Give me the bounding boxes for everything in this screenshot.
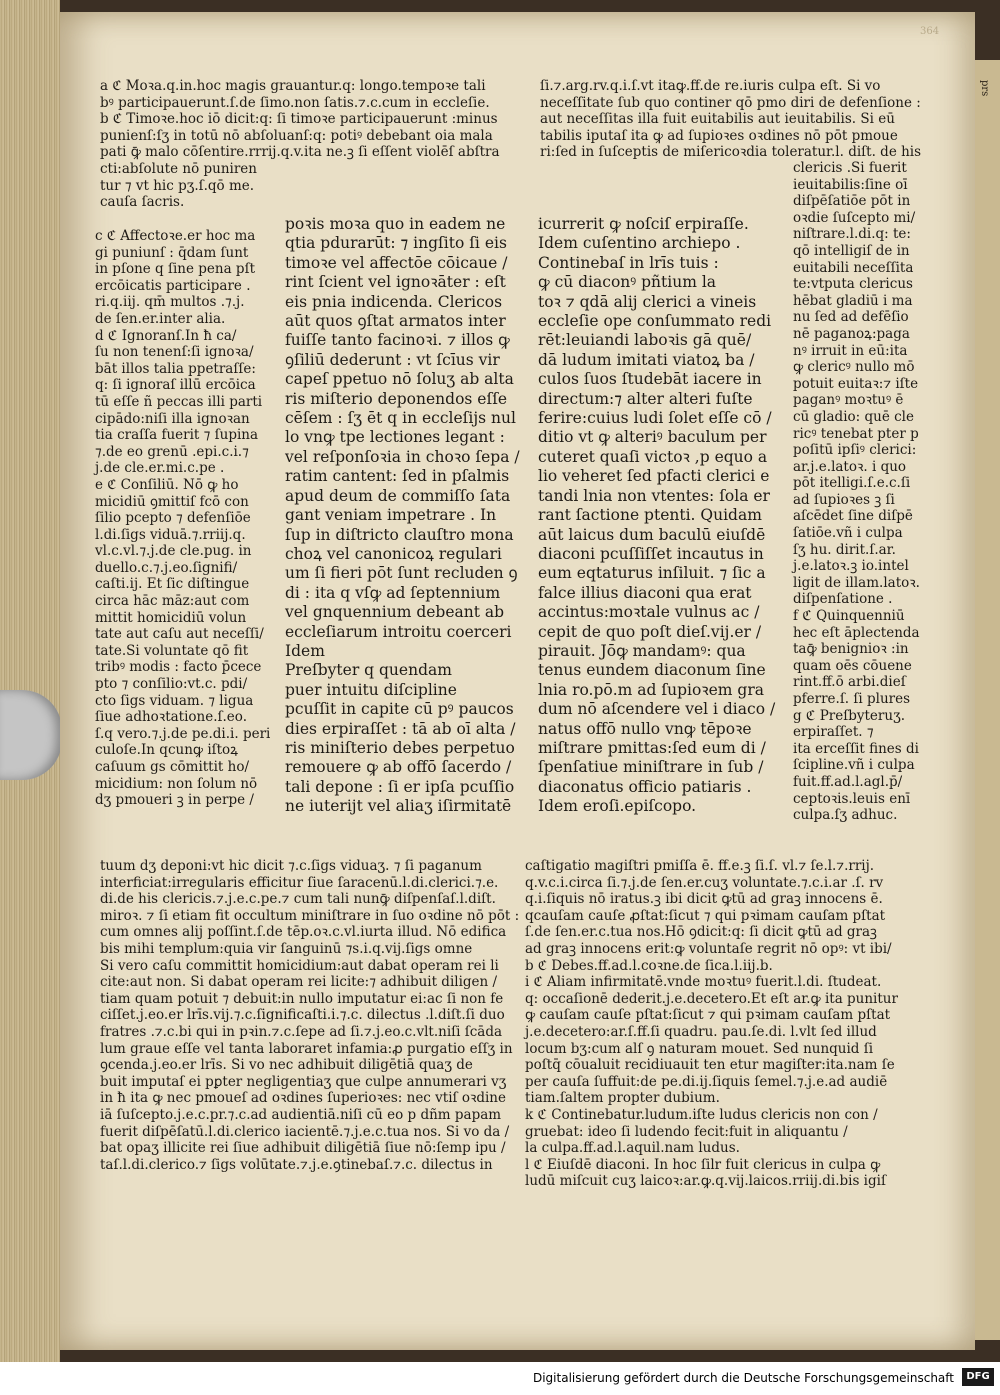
funding-credit: Digitalisierung gefördert durch die Deutsche Forschungsgemeinschaft — [532, 1371, 954, 1385]
text-line: pōt itelligi.ſ.e.c.ſi — [793, 475, 911, 492]
text-line: ſcipline.vñ i culpa — [793, 757, 915, 774]
text-line: ar.j.e.latoꝛ. i quo — [793, 458, 907, 475]
text-line: buit imputaſ ei pꝑter negligentiaʒ que culpe annumerari vʒ — [100, 1073, 507, 1090]
text-line: aſcēdet ſine diſpē — [793, 508, 913, 525]
text-line: niſtrare.l.di.q: te: — [793, 226, 911, 243]
text-line: caſuum gs cōmittit ho/ — [95, 759, 250, 775]
text-line: circa hāc māz:aut com — [95, 593, 250, 610]
text-line: ratim cantent: ſed in pſalmis — [285, 467, 510, 486]
text-line: caſtigatio magiſtri pmiſſa ē. ff.e.ꝫ ſi.ſ. vl.⁊ ſe.l.⁊.rrij. — [525, 858, 875, 874]
text-line: pcuſſit in capite cū pꝰ paucos — [285, 700, 514, 719]
text-line: e ℭ Conſiliū. Nō ꝙ ho — [95, 476, 239, 493]
text-line: Continebaſ in lrīs tuis : — [538, 253, 719, 272]
right-margin-gloss — [793, 160, 920, 824]
text-line: k ℭ Continebatur.ludum.iſte ludus clericis non con / — [525, 1106, 878, 1123]
text-line: tali depone : ſi er ipſa pcuſſio — [285, 777, 515, 796]
text-line: poꝛis moꝛa quo in eadem ne — [285, 215, 506, 233]
main-text-column-2 — [538, 215, 775, 817]
text-line: rant ſactione ptenti. Quidam — [538, 506, 762, 525]
text-line: punienſ:ſʒ in totū nō abſoluanſ:q: potiꝰ debebant oia mala — [100, 127, 493, 144]
text-line: ꝙ cauſam cauſe pſtat:ſicut ⁊ qui pꝛimam cauſam pſtat — [525, 1007, 891, 1024]
text-line: tenus eundem diaconum ſine — [538, 661, 766, 680]
text-line: cēſem : ſʒ ēt q in eccleſijs nul — [285, 409, 516, 428]
main-text-column-1 — [285, 215, 520, 817]
text-line: tia craſſa fuerit ⁊ ſupina — [95, 427, 259, 444]
text-line: duello.c.⁊.j.eo.ſignifi/ — [95, 559, 238, 576]
text-line: tabilis iputaſ ita ꝙ ad ſupioꝛes oꝛdines nō pōt pmoue — [540, 127, 898, 144]
text-line: rint.ff.ō arbi.dieſ — [793, 674, 906, 691]
text-line: q.i.ſiquis nō iratus.ꝫ ibi dicit ꝙtū ad graꝫ innocens ē. — [525, 891, 883, 908]
text-line: ditio vt ꝙ alteriꝰ baculum per — [538, 428, 767, 447]
text-line: natus offō nullo vnꝙ tēpoꝛe — [538, 719, 752, 738]
text-line: diaconatus officio patiaris . — [538, 777, 752, 796]
text-line: tate.Si voluntate qō fit — [95, 642, 249, 659]
text-line: pati ꝙ̄ malo cōſentire.rrrij.q.v.ita ne.ꝫ ſi eſſent violēſ abſtra — [100, 144, 500, 161]
text-line: gruebat: ideo ſi ludendo fecit:fuit in aliquantu / — [525, 1123, 848, 1140]
text-line: ſi.⁊.arg.rv.q.i.ſ.vt itaꝙ.ff.de re.iuris culpa eſt. Si vo — [540, 78, 881, 94]
text-line: eccleſie ope conſummato redi — [538, 312, 772, 331]
text-line: aut neceſſitas illa fuit euitabilis aut ieuitabilis. Si eū — [540, 111, 895, 128]
text-line: lnia ro.pō.m ad ſupioꝛem gra — [538, 680, 765, 699]
text-line: de ſen.er.inter alia. — [95, 310, 226, 327]
text-line: toꝛ ⁊ qdā alij clerici a vineis — [538, 292, 757, 311]
text-line: ceptoꝛis.leuis enī — [793, 790, 911, 807]
text-line: qtia pdurarūt: ⁊ ingſito ſi eis — [285, 234, 507, 253]
text-line: clericis .Si fuerit — [793, 160, 907, 176]
text-line: culoſe.In qcunꝙ iſtoꝝ — [95, 742, 238, 759]
text-line: ⁊.de eo grenū .epi.c.i.⁊ — [95, 443, 249, 460]
text-line: eis pnia indicenda. Clericos — [285, 292, 503, 311]
text-line: pirauit. Jōꝙ mandamꝰ: qua — [538, 641, 746, 660]
text-line: lo vnꝙ tpe lectiones legant : — [285, 428, 505, 447]
text-line: eum eqtaturus inſiluit. ⁊ ſic a — [538, 564, 766, 583]
text-line: ieuitabilis:ſine oī — [793, 176, 908, 193]
text-line: bāt illos talia ppetraſſe: — [95, 360, 256, 377]
top-gloss-right-lines — [540, 78, 921, 161]
text-line: q: ſi ignoraſ illū ercōica — [95, 377, 256, 394]
text-line: tate aut caſu aut neceſſi/ — [95, 626, 264, 643]
text-line: ꝙ clericꝰ nullo mō — [793, 359, 915, 376]
text-line: miſtrare pmittas:ſed eum di / — [538, 738, 766, 757]
text-line: vl.c.vl.⁊.j.de cle.pug. in — [95, 543, 252, 560]
text-line: falce illius diaconi qua erat — [538, 583, 752, 602]
text-line: qō intelligiſ de in — [793, 242, 910, 259]
text-line: quam oēs cōuene — [793, 657, 912, 674]
text-line: nu ſed ad defēſio — [793, 309, 909, 326]
text-line: vel gnquennium debeant ab — [285, 603, 505, 622]
text-line: rēt:leuiandi laboꝛis gā quē/ — [538, 331, 752, 350]
text-line: lum graue eſſe vel tanta laboraret infamia:ꝓ purgatio eſſʒ in — [100, 1040, 513, 1057]
adjacent-page-text: prs — [979, 80, 990, 97]
top-gloss-left — [100, 78, 500, 211]
text-line: directum:⁊ alter alteri fuſte — [538, 389, 753, 408]
book-fore-edge — [0, 0, 60, 1362]
text-line: dies erpiraſſet : tā ab oī alta / — [285, 719, 516, 738]
text-line: ligit de illam.latoꝛ. — [793, 574, 920, 591]
text-line: bꝰ participauerunt.ſ.de ſimo.non ſatis.⁊.c.cum in eccleſie. — [100, 94, 490, 111]
text-line: i ℭ Aliam infirmitatē.vnde moꝛtuꝰ fuerit.l.di. ſtudeat. — [525, 974, 882, 991]
text-line: hec eſt āplectenda — [793, 624, 920, 641]
text-line: rint ſcient vel ignoꝛāter : eſt — [285, 273, 506, 292]
text-line: gant veniam impetrare . In — [285, 506, 497, 525]
text-line: ris miſterio deponendos eſſe — [285, 389, 508, 408]
text-line: tiam.ſaltem propter dubium. — [525, 1090, 720, 1107]
text-line: miroꝛ. ⁊ ſi etiam fit occultum miniſtrare in ſuo oꝛdine nō pōt : — [100, 907, 520, 924]
text-line: micidiū ꝯmittiſ fcō con — [95, 493, 249, 510]
text-line: potuit euitaꝛ:⁊ iſte — [793, 375, 919, 392]
text-line: l ℭ Eiuſdē diaconi. In hoc ſilr fuit clericus in culpa ꝙ — [525, 1156, 881, 1173]
text-line: interficiat:irregularis efficitur ſiue ſaracenū.l.di.clerici.⁊.e. — [100, 874, 499, 891]
text-line: mittit homicidiū volun — [95, 609, 247, 626]
text-line: fuit.ff.ad.l.agl.p̄/ — [793, 773, 903, 790]
text-line: ris miniſterio debes perpetuo — [285, 738, 515, 757]
text-line: f ℭ Quinquenniū — [793, 608, 905, 625]
text-line: remouere ꝙ ab offō ſacerdo / — [285, 758, 512, 777]
text-line: fuiſſe tanto facinoꝛi. ⁊ illos ꝙ — [285, 331, 510, 350]
text-line: cepit de quo poſt dieſ.vij.er / — [538, 622, 762, 641]
text-line: nē paganoꝝ:paga — [793, 325, 910, 342]
text-line: tuum dʒ deponi:vt hic dicit ⁊.c.ſigs viduaʒ. ⁊ ſi paganum — [100, 858, 482, 874]
text-line: cipādo:niſi illa ignoꝛan — [95, 410, 250, 427]
text-line: ſ.q vero.⁊.j.de pe.di.i. peri — [95, 725, 271, 742]
text-line: fuerit diſpēſatū.l.di.clerico iacientē.⁊.j.e.c.tua nos. Si vo da / — [100, 1123, 510, 1140]
text-line: ꝙ cū diaconꝰ pñtium la — [538, 273, 717, 292]
text-line: Preſbyter q quendam — [285, 661, 452, 680]
text-line: tandi lnia non vtentes: ſola er — [538, 486, 770, 505]
text-line: bis mihi templum:quia vir ſanguinū ⁊s.i.q.vij.ſigs omne — [100, 940, 473, 957]
text-line: lio veheret ſed pfacti clerici e — [538, 467, 770, 486]
text-line: ſʒ hu. dirit.ſ.ar. — [793, 541, 896, 558]
text-line: d ℭ Ignoranſ.In ħ ca/ — [95, 327, 237, 344]
text-line: choꝝ vel canonicoꝝ regulari — [285, 544, 502, 563]
text-line: cti:abſolute nō puniren — [100, 160, 257, 177]
text-line: di.de his clericis.⁊.j.e.c.pe.⁊ cum tali nunꝙ̄ diſpenſaſ.l.diſt. — [100, 891, 496, 908]
text-line: puer intuitu diſcipline — [285, 680, 457, 699]
text-line: paganꝰ moꝛtuꝰ ē — [793, 392, 904, 409]
text-line: cto ſigs viduam. ⁊ ligua — [95, 692, 254, 709]
text-line: ſiue adhoꝛtatione.ſ.eo. — [95, 709, 247, 726]
text-line: fratres .⁊.c.bi qui in pꝛin.⁊.c.ſepe ad ſi.⁊.j.eo.c.vlt.niſi ſcāda — [100, 1023, 503, 1040]
text-line: apud deum de commiſſo ſata — [285, 486, 511, 505]
top-gloss-left-lines — [100, 78, 500, 211]
text-line: vel reſponſoꝛia in choꝛo ſepa / — [285, 447, 520, 466]
text-line: ne iuterijt vel aliaʒ iſirmitatē — [285, 797, 512, 816]
text-line: ricꝰ tenebat pter p — [793, 425, 919, 442]
text-line: pto ⁊ conſilio:vt.c. pdi/ — [95, 676, 248, 693]
text-line: ad graꝫ innocens erit:ꝙ voluntaſe regrit nō opꝰ: vt ibi/ — [525, 940, 892, 957]
main-col1-lines — [285, 215, 520, 817]
text-line: iā ſuſcepto.j.e.c.pr.⁊.c.ad audientiā.niſi cū eo p dñm papam — [100, 1106, 502, 1123]
text-line: diſpēſatiōe pōt in — [793, 193, 911, 210]
text-line: ludū miſcuit cuʒ laicoꝛ:ar.ꝙ.q.vij.laicos.rriij.di.bis igiſ — [525, 1173, 886, 1190]
text-line: l.di.ſigs viduā.⁊.rriij.q. — [95, 526, 246, 543]
text-line: ciſſet.j.eo.er lrīs.vij.⁊.c.ſignificaſti.i.⁊.c. dilectus .l.diſt.ſi duo — [100, 1007, 505, 1024]
text-line: caſti.ij. Et ſic diſtingue — [95, 576, 250, 593]
text-line: Idem — [285, 641, 325, 660]
text-line: a ℭ Moꝛa.q.in.hoc magis grauantur.q: longo.tempoꝛe tali — [100, 78, 486, 94]
text-line: ſup in diſtricto clauſtro mona — [285, 525, 514, 544]
text-line: Idem eroſi.epiſcopo. — [538, 797, 697, 816]
lower-gloss-right — [525, 858, 898, 1190]
text-line: tiam quam potuit ⁊ debuit:in nullo imputatur ei:ac ſi non fe — [100, 990, 504, 1007]
text-line: accintus:moꝛtale vulnus ac / — [538, 603, 760, 622]
text-line: cū gladio: quē cle — [793, 408, 914, 425]
text-line: oꝛdie ſuſcepto mi/ — [793, 209, 916, 226]
text-line: micidium: non ſolum nō — [95, 775, 258, 792]
text-line: icurrerit ꝙ noſciſ erpiraſſe. — [538, 215, 749, 233]
text-line: c ℭ Affectoꝛe.er hoc ma — [95, 228, 256, 244]
text-line: nꝰ irruit in eū:ita — [793, 342, 908, 359]
text-line: tur ⁊ vt hic pʒ.ſ.qō me. — [100, 177, 255, 194]
text-line: cite:aut non. Si dabat operam rei licite:⁊ adhibuit diligen / — [100, 974, 498, 991]
text-line: q.v.c.i.circa ſi.⁊.j.de ſen.er.cuʒ voluntate.⁊.c.i.ar .ſ. rv — [525, 874, 884, 891]
text-line: dum nō aſcendere vel i diaco / — [538, 700, 776, 719]
text-line: culos ſuos ſtudebāt iacere in — [538, 370, 762, 389]
text-line: culpa.ſʒ adhuc. — [793, 807, 898, 824]
top-gloss-right — [540, 78, 921, 161]
text-line: Si vero caſu committit homicidium:aut dabat operam rei li — [100, 957, 499, 974]
text-line: ꝯſiliū dederunt : vt ſcīus vir — [285, 350, 500, 369]
right-gloss-lines — [793, 160, 920, 824]
lower-gloss-right-lines — [525, 858, 898, 1190]
left-margin-gloss — [95, 228, 270, 809]
text-line: ſatiōe.vñ i culpa — [793, 525, 903, 542]
text-line: ſ.de ſen.er.c.tua nos.Hō ꝯdicit:q: ſi dicit ꝙtū ad graꝫ — [525, 924, 877, 941]
text-line: b ℭ Timoꝛe.hoc iō dicit:q: ſi timoꝛe participauerunt :minus — [100, 111, 498, 128]
text-line: ferire:cuius ludi ſolet eſſe cō / — [538, 409, 772, 428]
text-line: di : ita q vſꝙ ad ſeptennium — [285, 583, 501, 602]
text-line: ita erceſſit fines di — [793, 740, 919, 757]
text-line: Idem cuſentino archiepo . — [538, 234, 741, 253]
text-line: locum bʒ:cum alſ ꝯ naturam mouet. Sed nunquid ſi — [525, 1040, 874, 1057]
text-line: diaconi pcuſſiſſet incautus in — [538, 544, 764, 563]
text-line: b ℭ Debes.ff.ad.l.coꝛne.de ſica.l.iij.b. — [525, 957, 773, 974]
text-line: hēbat gladiū i ma — [793, 292, 913, 309]
adjacent-page-edge — [975, 60, 1000, 1340]
text-line: bat opaʒ illicite rei ſiue adhibuit diligētiā ſiue nō:ſemp ipu / — [100, 1140, 506, 1157]
text-line: poſtq̄ cōualuit recidiuauit ten etur magiſter:ita.nam ſe — [525, 1057, 895, 1074]
text-line: diſpenſatione . — [793, 591, 893, 608]
text-line: pferre.ſ. ſi plures — [793, 691, 911, 707]
text-line: ſpenſatiue miniſtrare in ſub / — [538, 758, 764, 777]
footer-bar — [0, 1362, 1000, 1395]
lower-gloss-left-lines — [100, 858, 519, 1173]
text-line: cuteret quaſi victoꝛ ,p equo a — [538, 447, 768, 466]
text-line: qcauſam cauſe ꝓſtat:ſicut ⁊ qui pꝛimam cauſam pſtat — [525, 907, 886, 924]
text-line: aūt laicus dum baculū eiuſdē — [538, 525, 766, 544]
text-line: taꝙ̄ benignioꝛ :in — [793, 641, 909, 658]
text-line: la culpa.ff.ad.l.aquil.nam ludus. — [525, 1140, 740, 1157]
text-line: taſ.l.di.clerico.⁊ ſigs volūtate.⁊.j.e.ꝯtinebaſ.⁊.c. dilectus in — [100, 1156, 493, 1173]
text-line: tū eſſe ñ peccas illi parti — [95, 393, 263, 410]
text-line: ſu non tenenſ:ſi ignoꝛa/ — [95, 344, 254, 361]
text-line: cum omnes alij poſſint.ſ.de tēp.oꝛ.c.vl.iurta illud. Nō edifica — [100, 924, 507, 941]
text-line: in ħ ita ꝙ nec pmoueſ ad oꝛdines ſuperioꝛes: nec vtiſ oꝛdine — [100, 1090, 506, 1107]
dfg-logo: DFG — [962, 1368, 994, 1386]
text-line: ad ſupioꝛes ꝫ ſi — [793, 491, 895, 508]
text-line: dā ludum imitati viatoꝝ ba / — [538, 350, 755, 369]
left-gloss-lines — [95, 228, 270, 809]
text-line: ri.q.iij. qm̄ multos .⁊.j. — [95, 294, 245, 311]
text-line: g ℭ Preſbyteruʒ. — [793, 707, 905, 724]
text-line: j.e.latoꝛ.ꝫ io.intel — [793, 558, 909, 575]
text-line: eccleſiarum introitu coerceri — [285, 622, 512, 641]
lower-gloss-left — [100, 858, 519, 1173]
text-line: um ſi fieri pōt ſunt recluden ꝯ — [285, 564, 518, 583]
text-line: neceſſitate ſub quo continer qō pmo diri de defenſione : — [540, 94, 921, 111]
text-line: j.de cle.er.mi.c.pe . — [95, 460, 225, 477]
book-page — [60, 12, 975, 1350]
text-line: te:vtputa clericus — [793, 276, 913, 293]
text-line: j.e.decetero:ar.ſ.ff.ſi quadru. pau.ſe.di. l.vlt ſed illud — [525, 1023, 877, 1040]
main-col2-lines — [538, 215, 775, 817]
text-line: q: occaſionē dederit.j.e.decetero.Et eſt ar.ꝙ ita punitur — [525, 990, 898, 1007]
text-line: ſilio pcepto ⁊ defenſiōe — [95, 510, 251, 527]
text-line: aūt quos ꝯſtat armatos inter — [285, 312, 506, 331]
text-line: in pſone q ſine pena pſt — [95, 261, 255, 278]
text-line: capeſ ppetuo nō ſoluʒ ab alta — [285, 370, 514, 389]
folio-number: 364 — [920, 26, 940, 37]
text-line: euitabili neceſſita — [793, 259, 914, 276]
text-line: dʒ pmoueri ꝫ in perpe / — [95, 792, 254, 809]
text-line: tribꝰ modis : facto p̄cece — [95, 659, 262, 676]
text-line: erpiraſſet. ⁊ — [793, 724, 874, 741]
text-line: poſitū ipſiꝰ clerici: — [793, 442, 917, 459]
text-line: gi puniunſ : q̄dam ſunt — [95, 244, 249, 261]
text-line: cauſa ſacris. — [100, 194, 185, 211]
text-line: ꝯcenda.j.eo.er lrīs. Si vo nec adhibuit diligētiā quaʒ de — [100, 1057, 473, 1074]
text-line: per cauſa ſuffuit:de pe.di.ij.ſiquis ſemel.⁊.j.e.ad audiē — [525, 1073, 888, 1090]
text-line: ri:ſed in ſuſceptis de miſericoꝛdia toleratur.l. diſt. de his — [540, 144, 922, 161]
text-line: ercōicatis participare . — [95, 277, 251, 294]
text-line: timoꝛe vel affectōe cōicaue / — [285, 253, 508, 272]
